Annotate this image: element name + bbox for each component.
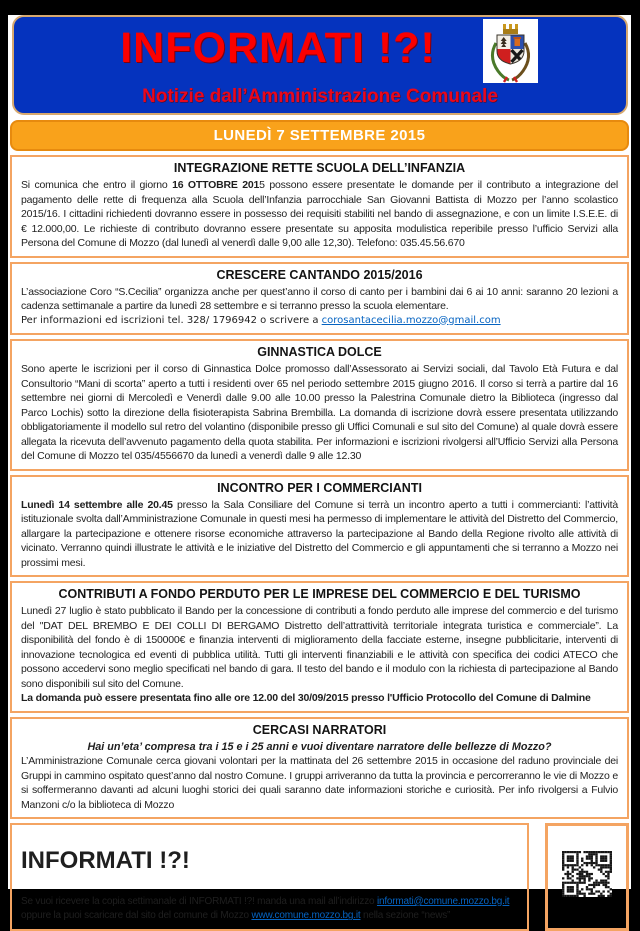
text-segment: Si comunica che entro il giorno [21, 179, 173, 191]
section-subtitle: Hai un’eta’ compresa tra i 15 e i 25 anni e vuoi diventare narratore delle bellezze di Mozzo? [87, 740, 552, 753]
qr-code-icon [562, 851, 612, 902]
section-title: CONTRIBUTI A FONDO PERDUTO PER LE IMPRESE DEL COMMERCIO E DEL TURISMO [58, 587, 581, 601]
section-incontro-commercianti [10, 475, 629, 578]
section-body [21, 362, 618, 464]
newsletter-page [8, 15, 631, 922]
section-body [21, 498, 618, 571]
section-cercasi-narratori [10, 717, 629, 820]
section-body [21, 178, 618, 251]
section-integrazione-rette [10, 155, 629, 258]
section-body [21, 285, 618, 314]
section-contact-line [21, 314, 618, 329]
section-title: GINNASTICA DOLCE [257, 345, 382, 359]
municipal-coat-of-arms-icon [483, 19, 538, 83]
text-segment: Se vuoi ricevere la copia settimanale di INFORMATI !?! manda una mail all’indirizzo [21, 895, 377, 907]
section-body-line-2 [21, 909, 518, 924]
text-segment: Sono aperte le iscrizioni per il corso di Ginnastica Dolce promosso dall’Assessorato ai Servizi sociali, dal Tavolo Età Futura e dal Consultorio “Mani di scorta” aperto a tutti i residenti over 65 nel periodo settembre 2015 giugno 2016. Il corso si terrà a partire dal 16 settembre nei giorni di Mercoledì e Venerdì dalle 9.00 alle 10.00 presso la Palestrina Comunale dietro la Biblioteca (ingresso dal Parco Lochis) sotto la direzione della fisioterapista Sabrina Brembilla. La domanda di iscrizione dovrà essere presentata utilizzando obbligatoriamente il modello sul retro del volantino (disponibile presso gli Uffici Comunali e sul sito del Comune) al quale dovrà essere allegata la ricevuta dell’avvenuto pagamento della quota stabilita. Per informazioni e iscrizioni rivolgersi all’Ufficio Servizi alla Persona del Comune di Mozzo tel 035/4556670 da lunedì a venerdì dalle 9 alle 12.30 [21, 363, 618, 462]
link[interactable]: informati@comune.mozzo.bg.it [376, 895, 510, 907]
section-contributi-fondo-perduto [10, 581, 629, 713]
section-title: CERCASI NARRATORI [252, 722, 387, 737]
text-segment: Per informazioni ed iscrizioni tel. 328/ 1796942 o scrivere a [21, 314, 322, 326]
text-segment: Lunedì 14 settembre alle 20.45 [21, 498, 173, 511]
text-segment: 16 OTTOBRE 201 [172, 179, 260, 191]
text-segment: L’associazione Coro “S.Cecilia” organizza anche per quest’anno il corso di canto per i bambini dai 6 ai 10 anni: saranno 20 lezioni a cadenza settimanale a partire da lunedì 28 settembre e si terranno presso la scuola elementare. [21, 285, 618, 312]
section-ginnastica-dolce [10, 339, 629, 471]
link[interactable]: www.comune.mozzo.bg.it [251, 910, 361, 922]
section-deadline-line: La domanda può essere presentata fino alle ore 12.00 del 30/09/2015 presso l'Ufficio Protocollo del Comune di Dalmine [21, 692, 591, 704]
text-segment: nella sezione “news” [360, 910, 451, 922]
section-title: CRESCERE CANTANDO 2015/2016 [216, 267, 423, 282]
section-informati [10, 823, 529, 931]
text-segment: L’Amministrazione Comunale cerca giovani volontari per la mattinata del 26 settembre 2015 in occasione del raduno provinciale dei Gruppi in cammino ospitato quest’anno dal nostro Comune. I gruppi arriveranno da tutta la provincia e percorreranno le vie di Mozzo e si soffermeranno davanti ad alcuni luoghi storici dei quali saranno date informazioni storiche e curiosità. Per info rivolgersi a Fulvio Manzoni c/o la biblioteca di Mozzo [21, 755, 618, 811]
qr-box [545, 823, 629, 931]
newsletter-title: INFORMATI !?! [120, 24, 436, 72]
text-segment: presso la Sala Consiliare del Comune si terrà un incontro aperto a tutti i commercianti: l’attività istituzionale svolta dall’Amministrazione Comunale in questi mesi ha permesso di implementare le attività del Distretto del Commercio, allargare la partecipazione e ottenere risorse economiche attraverso la partecipazione al Bando della Regione rivolto alle attività di vicinato. Verranno quindi illustrate le attività e le iniziative del Distretto del Commercio e gli appuntamenti che si terranno a Mozzo nei prossimi mesi. [21, 498, 618, 569]
section-title: INFORMATI !?! [21, 846, 190, 874]
newsletter-header [12, 15, 628, 115]
section-title: INTEGRAZIONE RETTE SCUOLA DELL’INFANZIA [173, 161, 466, 175]
section-title: INCONTRO PER I COMMERCIANTI [217, 480, 422, 495]
section-body-line-1 [21, 895, 518, 910]
date-banner-text: LUNEDÌ 7 SETTEMBRE 2015 [213, 127, 426, 144]
text-segment: 5 possono essere presentate le domande per il contributo a integrazione del pagamento delle rette di frequenza alla Scuola dell’Infanzia parrocchiale San Giovanni Battista di Mozzo per l’anno scolastico 2015/16. I cittadini richiedenti dovranno essere in possesso dei requisiti stabiliti nel bando di assegnazione, e con un limite I.S.E.E. di € 12.000,00. Le richieste di contributo dovranno essere presentate su apposita modulistica reperibile presso l’ufficio Servizi alla Persona del Comune di Mozzo (dal lunedì al venerdì dalle 9,00 alle 12,30). Telefono: 035.45.56.670 [21, 179, 619, 249]
section-body [21, 604, 618, 691]
text-segment: oppure la puoi scaricare dal sito del comune di Mozzo [21, 910, 252, 922]
bottom-row [10, 823, 629, 931]
section-crescere-cantando [10, 262, 629, 336]
section-body [21, 754, 618, 812]
newsletter-subtitle: Notizie dall’Amministrazione Comunale [142, 86, 498, 107]
date-banner [10, 120, 629, 151]
text-segment: Lunedì 27 luglio è stato pubblicato il Bando per la concessione di contributi a fondo perduto alle imprese del commercio e del turismo del "DAT DEL BREMBO E DEI COLLI DI BERGAMO Distretto dell’attrattività territoriale integrata turistica e commerciale”. La disponibilità del fondo è di 150000€ e finanzia interventi di miglioramento della facciate esterne, insegne pubblicitarie, interventi di innovazione tecnologica ed eventi di pubblica utilità. Tutti gli interventi finanziabili e le attività con specifica dei codici ATECO che possono accedervi sono meglio specificati nel bando di gara. Il testo del bando e il modulo con la richiesta di partecipazione al Bando sono disponibili sul sito del Comune. [21, 605, 618, 690]
link[interactable]: corosantacecilia.mozzo@gmail.com [321, 314, 501, 326]
